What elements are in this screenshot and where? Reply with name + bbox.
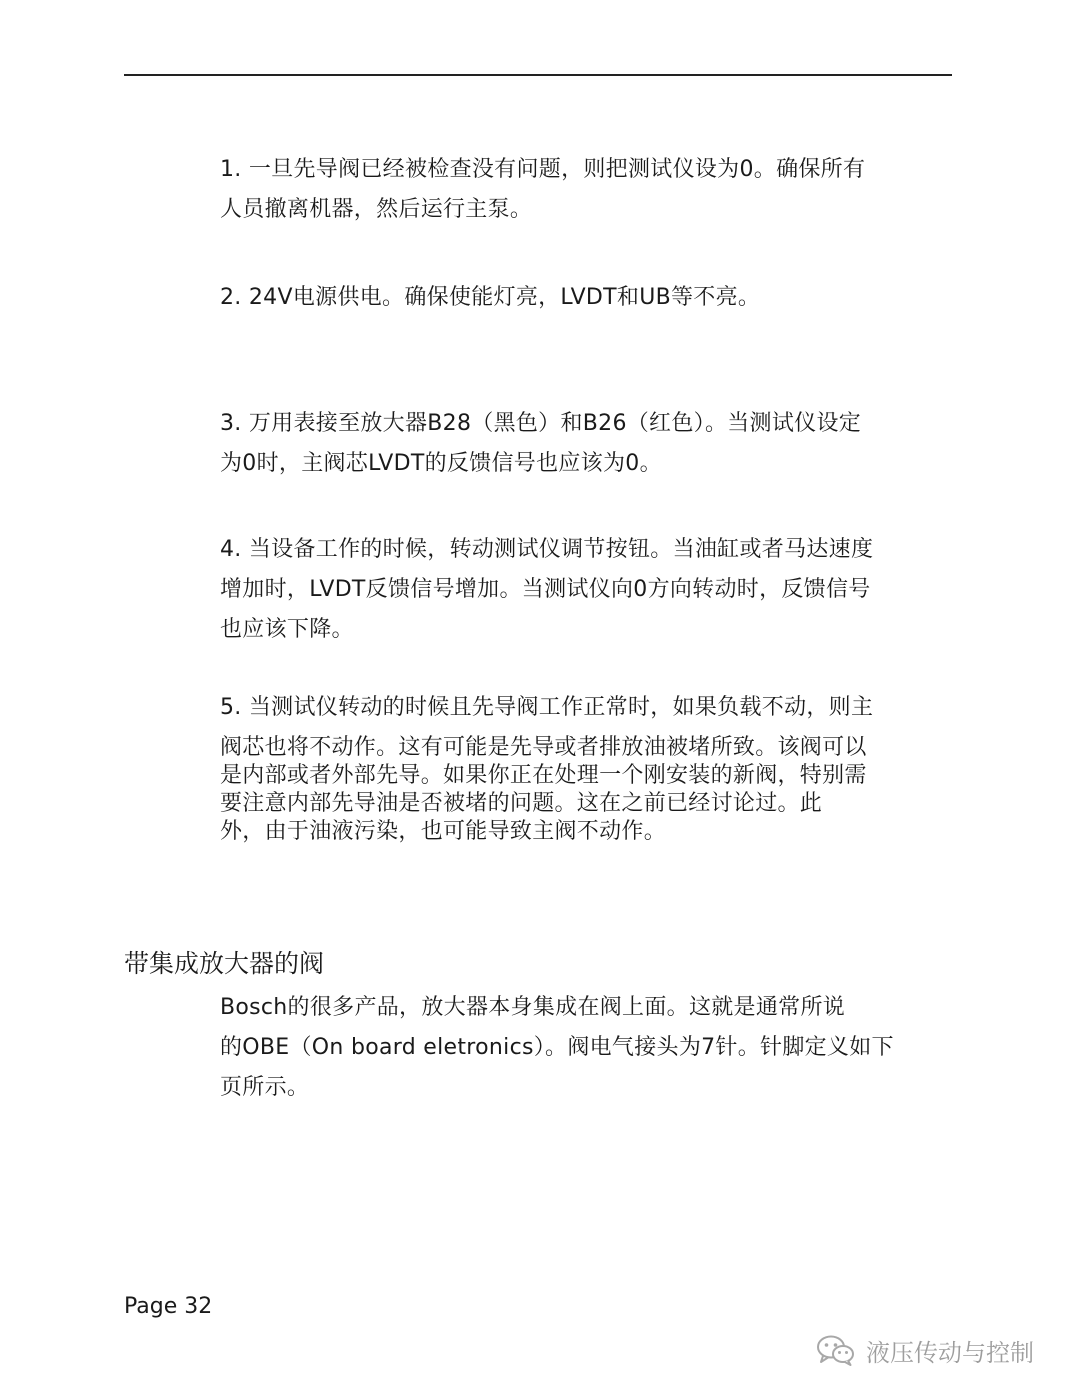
step-4-paragraph — [220, 530, 960, 650]
step-1-line-2: 人员撤离机器，然后运行主泵。 — [220, 197, 533, 222]
step-5-line-4: 要注意内部先导油是否被堵的问题。这在之前已经讨论过。此 — [220, 791, 823, 816]
step-5-line-3: 是内部或者外部先导。如果你正在处理一个刚安装的新阀，特别需 — [220, 763, 867, 788]
step-4-line-1: 4. 当设备工作的时候，转动测试仪调节按钮。当油缸或者马达速度 — [220, 537, 874, 562]
step-5-line-5: 外，由于油液污染，也可能导致主阀不动作。 — [220, 819, 667, 844]
page-number: Page 32 — [124, 1294, 213, 1319]
section-heading: 带集成放大器的阀 — [124, 949, 325, 978]
section-body-line-3: 页所示。 — [220, 1075, 310, 1100]
wechat-icon — [816, 1334, 856, 1366]
section-body-paragraph — [220, 988, 960, 1108]
step-1-paragraph — [220, 150, 960, 230]
watermark-text: 液压传动与控制 — [866, 1338, 1034, 1367]
step-2-paragraph — [220, 278, 960, 318]
step-1-line-1: 1. 一旦先导阀已经被检查没有问题，则把测试仪设为0。确保所有 — [220, 157, 866, 182]
step-5-paragraph — [220, 688, 960, 728]
step-3-line-2: 为0时，主阀芯LVDT的反馈信号也应该为0。 — [220, 451, 662, 476]
step-3-line-1: 3. 万用表接至放大器B28（黑色）和B26（红色）。当测试仪设定 — [220, 411, 862, 436]
step-3-paragraph — [220, 404, 960, 484]
step-5-paragraph-cont — [220, 734, 960, 846]
step-5-line-1: 5. 当测试仪转动的时候且先导阀工作正常时，如果负载不动，则主 — [220, 695, 874, 720]
section-body-line-2: 的OBE（On board eletronics）。阀电气接头为7针。针脚定义如下 — [220, 1035, 894, 1060]
step-4-line-2: 增加时，LVDT反馈信号增加。当测试仪向0方向转动时，反馈信号 — [220, 577, 871, 602]
step-2-line-1: 2. 24V电源供电。确保使能灯亮，LVDT和UB等不亮。 — [220, 285, 761, 310]
section-body-line-1: Bosch的很多产品，放大器本身集成在阀上面。这就是通常所说 — [220, 995, 846, 1020]
watermark — [816, 1330, 1034, 1370]
step-5-line-2: 阀芯也将不动作。这有可能是先导或者排放油被堵所致。该阀可以 — [220, 735, 867, 760]
header-rule — [124, 74, 952, 76]
step-4-line-3: 也应该下降。 — [220, 617, 354, 642]
